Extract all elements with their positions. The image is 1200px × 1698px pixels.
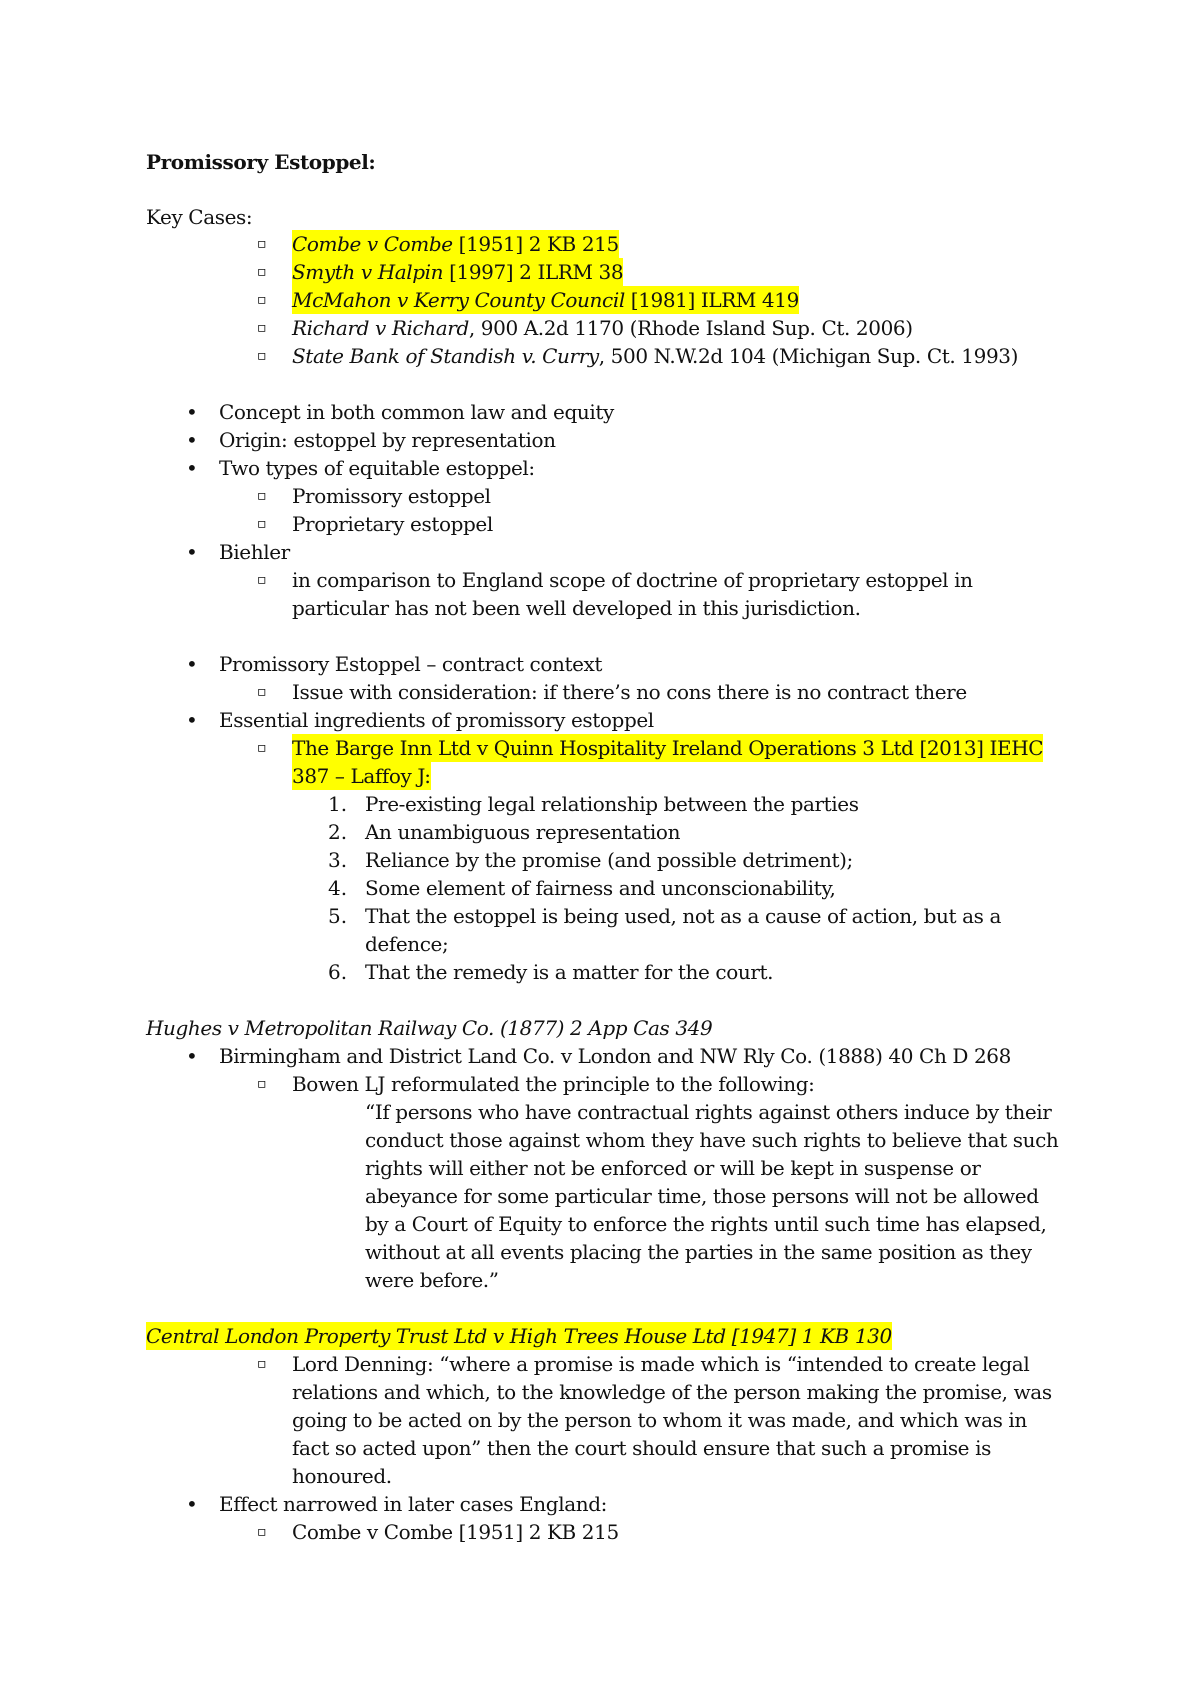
ingredient-item: Reliance by the promise (and possible detriment); (365, 848, 853, 872)
bullet-biehler: Biehler (219, 540, 290, 564)
key-case-smyth: Smyth v Halpin [1997] 2 ILRM 38 (292, 260, 624, 284)
square-bullet-icon: ▫ (257, 684, 267, 700)
square-bullet-icon: ▫ (257, 292, 267, 308)
square-bullet-icon: ▫ (257, 1076, 267, 1092)
key-cases-label: Key Cases: (146, 205, 253, 229)
sub-combe: Combe v Combe [1951] 2 KB 215 (292, 1520, 619, 1544)
bullet-birmingham: Birmingham and District Land Co. v London and NW Rly Co. (1888) 40 Ch D 268 (219, 1044, 1011, 1068)
list-number: 5. (328, 904, 348, 928)
bowen-quote-line: conduct those against whom they have such rights to believe that such (365, 1128, 1059, 1152)
square-bullet-icon: ▫ (257, 488, 267, 504)
hughes-heading: Hughes v Metropolitan Railway Co. (1877) 2 App Cas 349 (146, 1016, 713, 1040)
sub-bowen: Bowen LJ reformulated the principle to the following: (292, 1072, 815, 1096)
bowen-quote-line: “If persons who have contractual rights against others induce by their (365, 1100, 1052, 1124)
barge-inn-line-1: The Barge Inn Ltd v Quinn Hospitality Ireland Operations 3 Ltd [2013] IEHC (292, 736, 1044, 760)
bullet-icon: • (186, 1044, 198, 1068)
bullet-concept: Concept in both common law and equity (219, 400, 614, 424)
denning-line: going to be acted on by the person to whom it was made, and which was in (292, 1408, 1027, 1432)
denning-line: fact so acted upon” then the court should ensure that such a promise is (292, 1436, 991, 1460)
key-case-standish: State Bank of Standish v. Curry, 500 N.W.2d 104 (Michigan Sup. Ct. 1993) (292, 344, 1019, 368)
bullet-icon: • (186, 1492, 198, 1516)
denning-line: relations and which, to the knowledge of the person making the promise, was (292, 1380, 1052, 1404)
square-bullet-icon: ▫ (257, 348, 267, 364)
bullet-icon: • (186, 428, 198, 452)
bowen-quote-line: rights will either not be enforced or will be kept in suspense or (365, 1156, 981, 1180)
bowen-quote-line: were before.” (365, 1268, 499, 1292)
bullet-icon: • (186, 400, 198, 424)
page-title: Promissory Estoppel: (146, 150, 376, 174)
high-trees-heading: Central London Property Trust Ltd v High Trees House Ltd [1947] 1 KB 130 (146, 1324, 892, 1348)
sub-proprietary: Proprietary estoppel (292, 512, 493, 536)
bullet-icon: • (186, 456, 198, 480)
bowen-quote-line: without at all events placing the parties in the same position as they (365, 1240, 1032, 1264)
bullet-origin: Origin: estoppel by representation (219, 428, 556, 452)
barge-inn-line-2: 387 – Laffoy J: (292, 764, 431, 788)
biehler-line-1: in comparison to England scope of doctrine of proprietary estoppel in (292, 568, 973, 592)
ingredient-item: That the estoppel is being used, not as a cause of action, but as a (365, 904, 1001, 928)
bullet-icon: • (186, 652, 198, 676)
ingredient-item: That the remedy is a matter for the court. (365, 960, 774, 984)
list-number: 4. (328, 876, 348, 900)
square-bullet-icon: ▫ (257, 320, 267, 336)
key-case-combe: Combe v Combe [1951] 2 KB 215 (292, 232, 619, 256)
denning-line: Lord Denning: “where a promise is made which is “intended to create legal (292, 1352, 1030, 1376)
bullet-icon: • (186, 540, 198, 564)
bullet-two-types: Two types of equitable estoppel: (219, 456, 535, 480)
biehler-line-2: particular has not been well developed in this jurisdiction. (292, 596, 861, 620)
bullet-icon: • (186, 708, 198, 732)
square-bullet-icon: ▫ (257, 740, 267, 756)
key-case-richard: Richard v Richard, 900 A.2d 1170 (Rhode Island Sup. Ct. 2006) (292, 316, 913, 340)
ingredient-item: An unambiguous representation (365, 820, 681, 844)
bowen-quote-line: by a Court of Equity to enforce the rights until such time has elapsed, (365, 1212, 1047, 1236)
denning-line: honoured. (292, 1464, 392, 1488)
sub-promissory: Promissory estoppel (292, 484, 491, 508)
bullet-essential: Essential ingredients of promissory estoppel (219, 708, 654, 732)
list-number: 2. (328, 820, 348, 844)
list-number: 6. (328, 960, 348, 984)
sub-issue: Issue with consideration: if there’s no cons there is no contract there (292, 680, 967, 704)
square-bullet-icon: ▫ (257, 572, 267, 588)
square-bullet-icon: ▫ (257, 1524, 267, 1540)
list-number: 1. (328, 792, 348, 816)
square-bullet-icon: ▫ (257, 1356, 267, 1372)
list-number: 3. (328, 848, 348, 872)
bullet-narrowed: Effect narrowed in later cases England: (219, 1492, 607, 1516)
ingredient-item-continued: defence; (365, 932, 449, 956)
square-bullet-icon: ▫ (257, 264, 267, 280)
ingredient-item: Pre-existing legal relationship between the parties (365, 792, 859, 816)
ingredient-item: Some element of fairness and unconscionability, (365, 876, 836, 900)
square-bullet-icon: ▫ (257, 236, 267, 252)
bowen-quote-line: abeyance for some particular time, those persons will not be allowed (365, 1184, 1039, 1208)
square-bullet-icon: ▫ (257, 516, 267, 532)
bullet-contract-context: Promissory Estoppel – contract context (219, 652, 603, 676)
key-case-mcmahon: McMahon v Kerry County Council [1981] ILRM 419 (292, 288, 799, 312)
